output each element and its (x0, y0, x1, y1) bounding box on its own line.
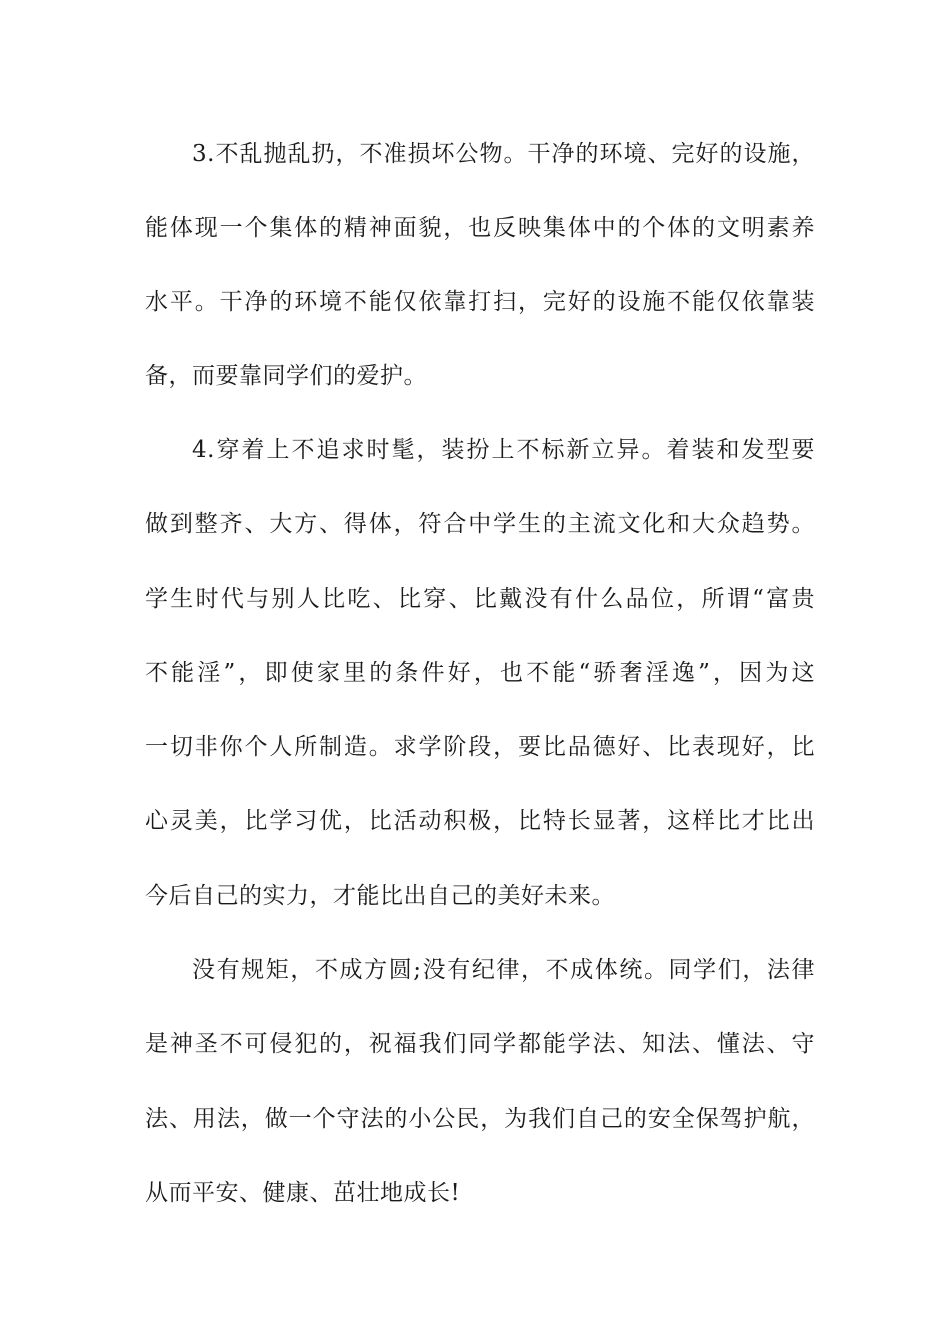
text-line: 法、用法，做一个守法的小公民，为我们自己的安全保驾护航， (145, 1106, 815, 1132)
text-line: 4.穿着上不追求时髦，装扮上不标新立异。着装和发型要 (192, 437, 815, 463)
text-line: 学生时代与别人比吃、比穿、比戴没有什么品位，所谓“富贵 (145, 586, 815, 612)
text-line: 今后自己的实力，才能比出自己的美好未来。 (145, 883, 615, 909)
text-line: 没有规矩，不成方圆;没有纪律，不成体统。同学们，法律 (192, 957, 815, 983)
text-line: 心灵美，比学习优，比活动积极，比特长显著，这样比才比出 (145, 808, 815, 834)
text-line: 从而平安、健康、茁壮地成长! (145, 1180, 461, 1206)
text-line: 不能淫”，即使家里的条件好，也不能“骄奢淫逸”，因为这 (145, 660, 815, 686)
text-line: 做到整齐、大方、得体，符合中学生的主流文化和大众趋势。 (145, 511, 815, 537)
text-line: 是神圣不可侵犯的，祝福我们同学都能学法、知法、懂法、守 (145, 1031, 815, 1057)
text-line: 备，而要靠同学们的爱护。 (145, 363, 427, 389)
text-line: 3.不乱抛乱扔，不准损坏公物。干净的环境、完好的设施， (192, 141, 815, 167)
text-line: 能体现一个集体的精神面貌，也反映集体中的个体的文明素养 (145, 215, 815, 241)
text-line: 水平。干净的环境不能仅依靠打扫，完好的设施不能仅依靠装 (145, 289, 815, 315)
text-line: 一切非你个人所制造。求学阶段，要比品德好、比表现好，比 (145, 734, 815, 760)
